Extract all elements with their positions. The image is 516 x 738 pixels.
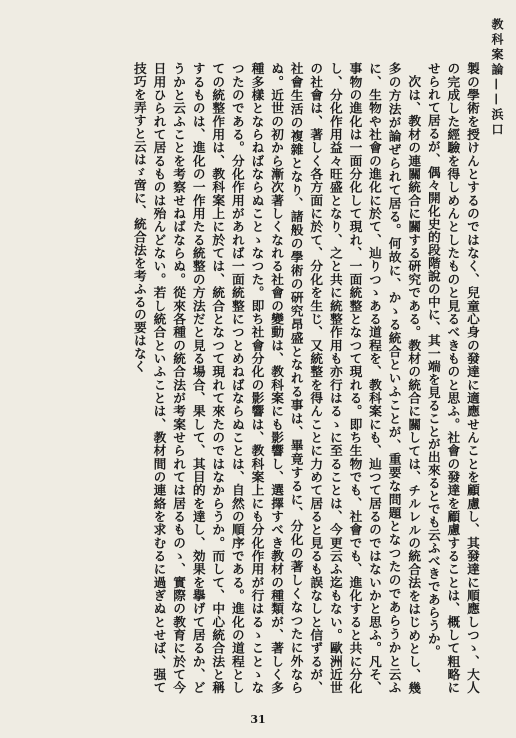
page-number: 31 — [250, 713, 266, 726]
running-header-title: 教科案論——浜口 — [490, 18, 504, 138]
running-header — [489, 18, 506, 138]
body-text — [12, 62, 482, 694]
paragraph-2: 次は、教材の連關統合に關する硏究である。教材の統合に關しては、チルレルの統合法をはじめとし、幾多の方法が論ぜられて居る。何故に、かゝる統合といふことが、重要な問題となつたのであらうかと云ふに、生物や社會の進化に於て、辿りつゝある道程を、教科案にも、辿つて居るのではないかと思ふ。凡そ、事物の進化は一面分化して現れ、一面統整となつて現れる。即ち生物でも、社會でも、進化すると共に分化し、分化作用益々旺盛となり、之と共に統整作用も亦行はるゝに至ることは、今更云ふ迄もない。歐洲近世の社會は、著しく各方面に於て、分化を生じ、又統整を得んことに力めて居ると見るも誤なしと信ずるが、社會生活の複雜となり、諸般の學術の硏究昂盛となれる事は、畢竟するに、分化の著しくなつたに外ならぬ。近世の初から漸次著しくなれる社會の變動は、教科案にも影響し、選擇すべき教材の種類が、著しく多種多樣とならねばならぬことゝなつた。即ち社會分化の影響は、教科案上にも分化作用が行はるゝことゝなつたのである。分化作用があれば一面統整につとめねばならぬことは、自然の順序である。進化の道程としての統整作用は、教科案上に於ては、統合となつて現れて來たのではなからうか。而して、中心統合法と稱するものは、進化の一作用たる統整の方法だと見る場合、果して、其目的を達し、効果を擧げて居るか、どうかと云ふことを考察せねばならぬ。從來各種の統合法が考案せられては居るものゝ、實際の教育に於て今日用ひられて居るものは殆んどない。若し統合といふことは、教材間の連絡を求むるに過ぎぬとせば、强て技巧を弄すと云はゞ啻に、統合法を考ふるの要はなく — [131, 62, 422, 694]
paragraph-1: 製の學術を授けんとするのではなく、兒童心身の發達に適應せんことを顧慮し、其發達に順應しつゝ、大人の完成した經驗を得しめんとしたものと見るべきものと思ふ。社會の發達を顧慮することは、概して粗略にせられて居るが、偶々開化史的段階說の中に、其一端を見ることが出來るとでも云ふべきであらうか。 — [425, 62, 480, 694]
